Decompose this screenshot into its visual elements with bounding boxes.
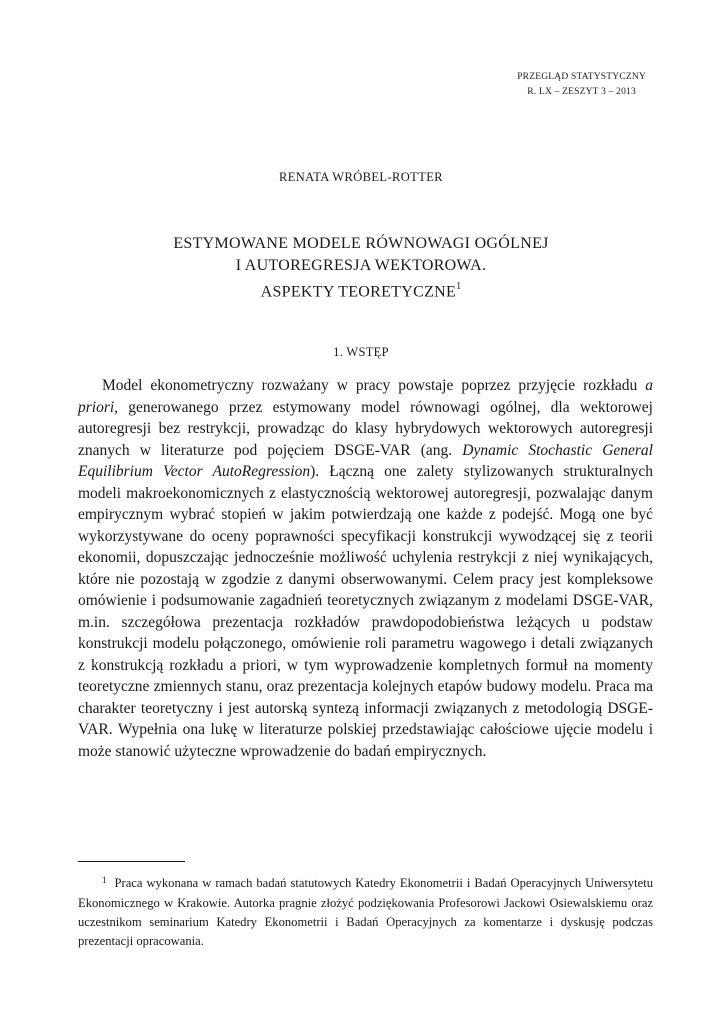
italic-a-priori: a priori,	[78, 377, 653, 416]
journal-issue: R. LX – ZESZYT 3 – 2013	[527, 87, 636, 97]
section-heading: 1. WSTĘP	[333, 345, 389, 359]
footnote-text: Praca wykonana w ramach badań statutowych Katedry Ekonometrii i Badań Operacyjnych Uniwersytetu Ekonomicznego w Krakowie. Autorka pragnie złożyć podziękowania Profesorowi Jackowi Osiewalskiemu oraz uczestnikom seminarium Katedry Ekonometrii i Badań Operacyjnych za komentarze i dyskusję podczas prezentacji opracowania.	[78, 876, 653, 948]
footnote	[78, 874, 653, 951]
running-head	[517, 70, 646, 100]
title-footnote-marker[interactable]: 1	[456, 281, 462, 292]
title-line-3	[0, 277, 722, 303]
intro-paragraph	[78, 375, 653, 762]
footnote-number: 1	[102, 875, 107, 885]
italic-dsge-var-expansion: Dynamic Stochastic General Equilibrium Vector AutoRegression	[78, 441, 653, 480]
footnote-divider	[78, 861, 185, 862]
journal-name: PRZEGLĄD STATYSTYCZNY	[517, 72, 646, 82]
author-name: RENATA WRÓBEL-ROTTER	[278, 170, 444, 184]
paragraph-text-2: generowanego przez estymowany model równowagi ogólnej, dla wektorowej autoregresji bez restrykcji, prowadząc do klasy hybrydowych wektorowych autoregresji znanych w literaturze pod pojęciem DSGE-VAR (ang.	[78, 398, 653, 459]
title-line-2: I AUTOREGRESJA WEKTOROWA.	[235, 257, 487, 274]
title-line-1: ESTYMOWANE MODELE RÓWNOWAGI OGÓLNEJ	[173, 235, 549, 252]
title-line-3-text: ASPEKTY TEORETYCZNE	[260, 283, 457, 301]
paragraph-text-1: Model ekonometryczny rozważany w pracy powstaje poprzez przyjęcie rozkładu	[102, 377, 646, 394]
paragraph-text-3: ). Łączną one zalety stylizowanych strukturalnych modeli makroekonomicznych z elastycznością wektorowej autoregresji, pozwalając danym empirycznym wybrać stopień w jakim potwierdzają one każde z podejść. Mogą one być wykorzystywane do oceny poprawności specyfikacji konstrukcji wywodzącej się z teorii ekonomii, dopuszczając jednocześnie możliwość uchylenia restrykcji z niej wynikających, które nie pozostają w zgodzie z danymi obserwowanymi. Celem pracy jest kompleksowe omówienie i podsumowanie zagadnień teoretycznych związanym z modelami DSGE-VAR, m.in. szczegółowa prezentacja rozkładów prawdopodobieństwa leżących u podstaw konstrukcji modelu połączonego, omówienie roli parametru wagowego i detali związanych z konstrukcją rozkładu a priori, w tym wyprowadzenie kompletnych formuł na momenty teoretyczne zmiennych stanu, oraz prezentacja kolejnych etapów budowy modelu. Praca ma charakter teoretyczny i jest autorską syntezą informacji związanych z metodologią DSGE-VAR. Wypełnia ona lukę w literaturze polskiej przedstawiając całościowe ujęcie modelu i może stanowić użyteczne wprowadzenie do badań empirycznych.	[78, 463, 653, 760]
article-title	[0, 233, 722, 303]
